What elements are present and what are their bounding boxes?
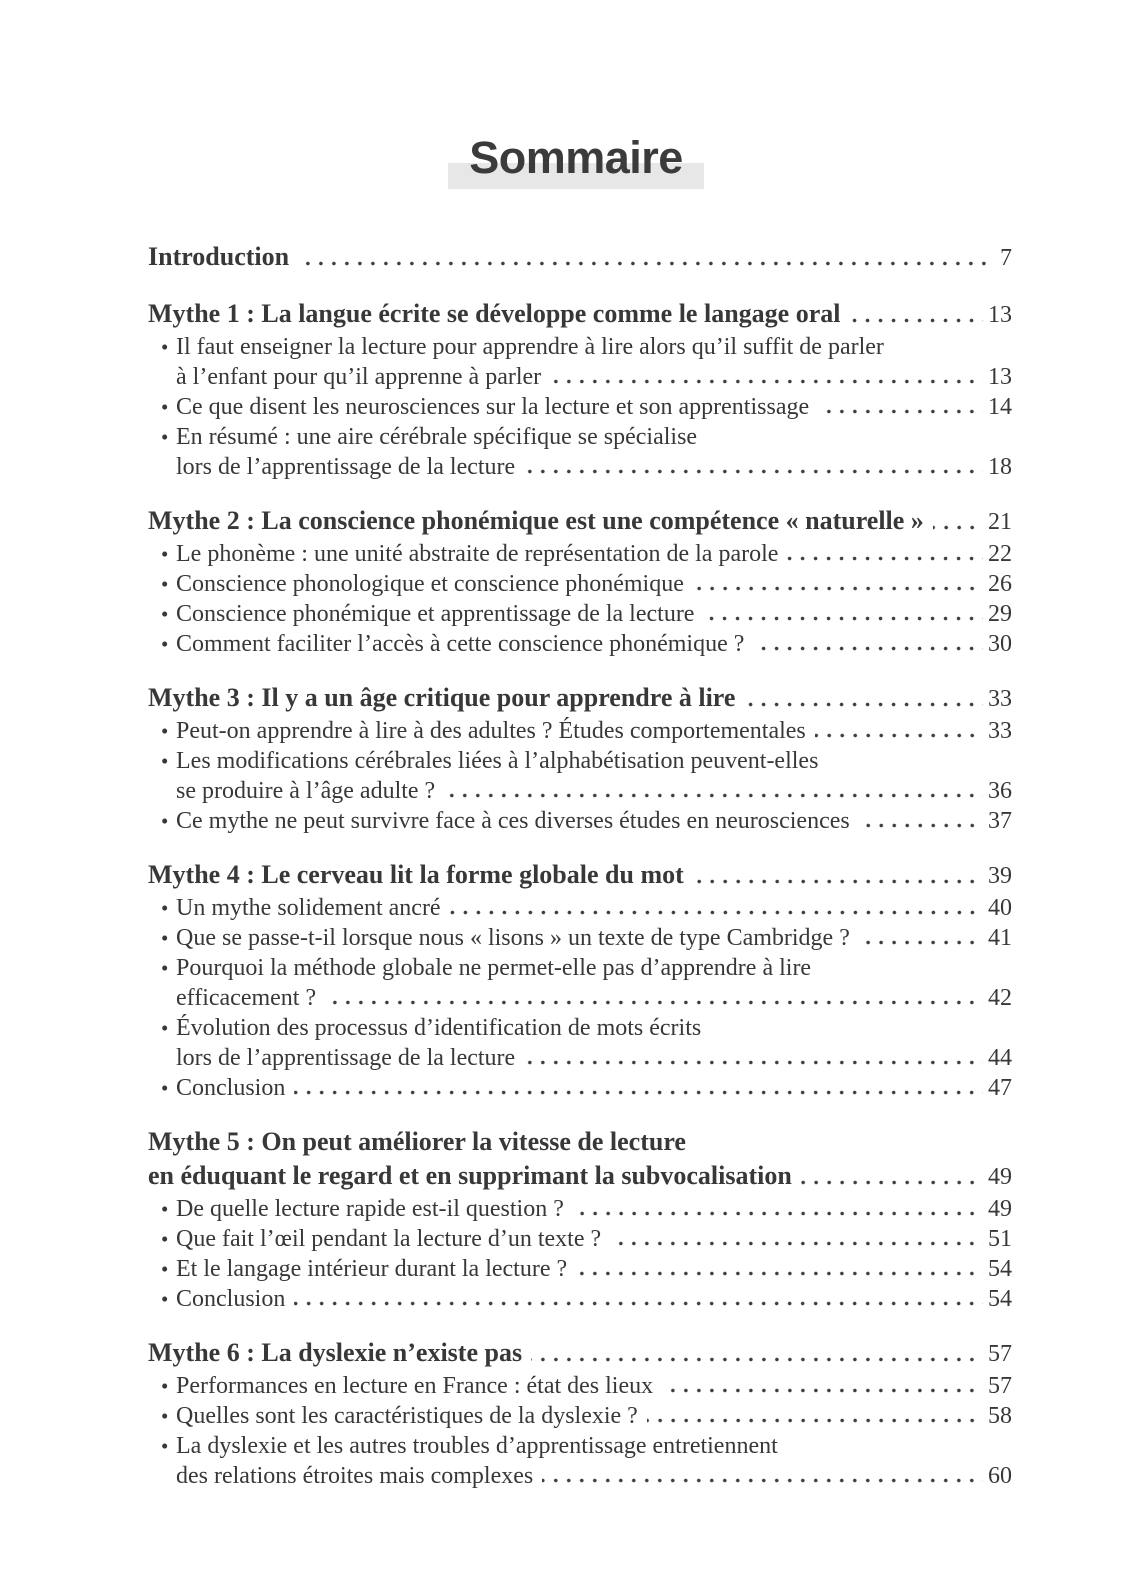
page-number: 21 <box>988 509 1012 535</box>
page-number: 13 <box>988 364 1012 390</box>
toc-entry-text: Conclusion <box>176 1286 286 1312</box>
dot-leader <box>693 586 983 591</box>
page-number: 30 <box>988 631 1012 657</box>
toc-line <box>148 1224 1012 1254</box>
toc-item-entry <box>148 1224 1012 1254</box>
dot-leader <box>294 1301 983 1306</box>
bullet-icon: • <box>161 1076 169 1100</box>
toc-line <box>148 1336 1012 1371</box>
dot-leader <box>298 261 995 266</box>
bullet-icon: • <box>161 1197 169 1221</box>
dot-leader <box>662 1388 983 1393</box>
page-number: 22 <box>988 541 1012 567</box>
toc-entry-text: De quelle lecture rapide est-il question ? <box>176 1196 564 1222</box>
toc-line <box>148 240 1012 275</box>
toc-entry-text: Ce que disent les neurosciences sur la lecture et son apprentissage <box>176 394 810 420</box>
toc-entry-text: Mythe 3 : Il y a un âge critique pour apprendre à lire <box>148 683 736 712</box>
page-number: 57 <box>988 1373 1012 1399</box>
page-number: 60 <box>988 1463 1012 1489</box>
page-number: 7 <box>1000 245 1012 271</box>
dot-leader <box>610 1241 983 1246</box>
bullet-icon: • <box>161 1374 169 1398</box>
bullet-icon: • <box>161 926 169 950</box>
dot-leader <box>531 1357 983 1362</box>
toc-entry-text: Mythe 4 : Le cerveau lit la forme globale du mot <box>148 860 684 889</box>
page-number: 14 <box>988 394 1012 420</box>
toc-item-entry <box>148 1073 1012 1103</box>
toc-line <box>148 1431 1012 1461</box>
toc-line <box>148 1043 1012 1073</box>
toc-entry-text: La dyslexie et les autres troubles d’apprentissage entretiennent <box>176 1433 778 1459</box>
toc-item-entry <box>148 953 1012 1013</box>
page-number: 39 <box>988 863 1012 889</box>
toc-entry-text: Mythe 2 : La conscience phonémique est une compétence « naturelle » <box>148 506 924 535</box>
dot-leader <box>444 793 983 798</box>
toc-line <box>148 1013 1012 1043</box>
toc-entry-text: Mythe 5 : On peut améliorer la vitesse de lecture <box>148 1127 686 1156</box>
toc-entry-text: lors de l’apprentissage de la lecture <box>176 1045 516 1071</box>
bullet-icon: • <box>161 896 169 920</box>
toc-entry-text: Quelles sont les caractéristiques de la dyslexie ? <box>176 1403 638 1429</box>
toc-line <box>148 1159 1012 1194</box>
toc-chapter-entry <box>148 858 1012 893</box>
toc-line <box>148 297 1012 332</box>
toc-entry-text: Que se passe-t-il lorsque nous « lisons » un texte de type Cambridge ? <box>176 925 850 951</box>
toc-entry-text: Comment faciliter l’accès à cette conscience phonémique ? <box>176 631 745 657</box>
dot-leader <box>524 1060 983 1065</box>
page-number: 26 <box>988 571 1012 597</box>
toc-line <box>148 1073 1012 1103</box>
bullet-icon: • <box>161 572 169 596</box>
dot-leader <box>573 1211 983 1216</box>
toc-item-entry <box>148 392 1012 422</box>
toc-item-entry <box>148 1254 1012 1284</box>
page-number: 58 <box>988 1403 1012 1429</box>
bullet-icon: • <box>161 719 169 743</box>
toc-item-entry <box>148 1194 1012 1224</box>
dot-leader <box>524 469 983 474</box>
toc-entry-text: Conclusion <box>176 1075 286 1101</box>
dot-leader <box>818 409 983 414</box>
page-number: 57 <box>988 1341 1012 1367</box>
toc-item-entry <box>148 629 1012 659</box>
page-number: 29 <box>988 601 1012 627</box>
toc-line <box>148 923 1012 953</box>
toc-list <box>148 240 1012 1491</box>
toc-line <box>148 392 1012 422</box>
dot-leader <box>325 1000 983 1005</box>
dot-leader <box>859 823 983 828</box>
dot-leader <box>703 616 983 621</box>
toc-item-entry <box>148 716 1012 746</box>
page-number: 49 <box>988 1164 1012 1190</box>
toc-item-entry <box>148 422 1012 482</box>
toc-line <box>148 332 1012 362</box>
toc-entry-text: Ce mythe ne peut survivre face à ces diverses études en neurosciences <box>176 808 850 834</box>
bullet-icon: • <box>161 395 169 419</box>
page-number: 18 <box>988 454 1012 480</box>
toc-entry-text: Le phonème : une unité abstraite de représentation de la parole <box>176 541 779 567</box>
toc-line <box>148 746 1012 776</box>
dot-leader <box>849 318 983 323</box>
toc-line <box>148 983 1012 1013</box>
toc-line <box>148 858 1012 893</box>
bullet-icon: • <box>161 809 169 833</box>
toc-line <box>148 776 1012 806</box>
page-number: 54 <box>988 1256 1012 1282</box>
bullet-icon: • <box>161 1434 169 1458</box>
page-number: 51 <box>988 1226 1012 1252</box>
toc-line <box>148 1371 1012 1401</box>
toc-entry-text: Peut-on apprendre à lire à des adultes ? Études comportementales <box>176 718 806 744</box>
bullet-icon: • <box>161 1287 169 1311</box>
toc-entry-text: en éduquant le regard et en supprimant la subvocalisation <box>148 1161 792 1190</box>
toc-line <box>148 1284 1012 1314</box>
page-number: 47 <box>988 1075 1012 1101</box>
toc-item-entry <box>148 1401 1012 1431</box>
toc-line <box>148 1254 1012 1284</box>
toc-entry-text: Mythe 6 : La dyslexie n’existe pas <box>148 1338 523 1367</box>
toc-chapter-entry <box>148 1336 1012 1371</box>
toc-entry-text: Que fait l’œil pendant la lecture d’un texte ? <box>176 1226 602 1252</box>
toc-item-entry <box>148 539 1012 569</box>
dot-leader <box>933 525 983 530</box>
page-number: 40 <box>988 895 1012 921</box>
toc-chapter-entry <box>148 504 1012 539</box>
toc-item-entry <box>148 569 1012 599</box>
toc-line <box>148 681 1012 716</box>
toc-line <box>148 1461 1012 1491</box>
bullet-icon: • <box>161 1257 169 1281</box>
toc-entry-text: Les modifications cérébrales liées à l’alphabétisation peuvent-elles <box>176 748 819 774</box>
toc-line <box>148 569 1012 599</box>
toc-line <box>148 716 1012 746</box>
toc-line <box>148 599 1012 629</box>
toc-item-entry <box>148 332 1012 392</box>
toc-line <box>148 539 1012 569</box>
bullet-icon: • <box>161 602 169 626</box>
toc-line <box>148 893 1012 923</box>
toc-line <box>148 422 1012 452</box>
page-header <box>10 132 1142 183</box>
toc-chapter-entry <box>148 297 1012 332</box>
toc-chapter-entry <box>148 240 1012 275</box>
toc-item-entry <box>148 746 1012 806</box>
page-number: 37 <box>988 808 1012 834</box>
bullet-icon: • <box>161 335 169 359</box>
toc-entry-text: des relations étroites mais complexes <box>176 1463 534 1489</box>
toc-line <box>148 1194 1012 1224</box>
toc-entry-text: Pourquoi la méthode globale ne permet-elle pas d’apprendre à lire <box>176 955 812 981</box>
dot-leader <box>542 1478 983 1483</box>
toc-entry-text: lors de l’apprentissage de la lecture <box>176 454 516 480</box>
bullet-icon: • <box>161 542 169 566</box>
toc-line <box>148 1401 1012 1431</box>
toc-entry-text: Conscience phonologique et conscience phonémique <box>176 571 684 597</box>
page-number: 44 <box>988 1045 1012 1071</box>
page-number: 42 <box>988 985 1012 1011</box>
dot-leader <box>787 556 983 561</box>
bullet-icon: • <box>161 425 169 449</box>
dot-leader <box>647 1418 983 1423</box>
toc-entry-text: Un mythe solidement ancré <box>176 895 441 921</box>
dot-leader <box>801 1180 983 1185</box>
toc-entry-text: Conscience phonémique et apprentissage de la lecture <box>176 601 695 627</box>
page-number: 13 <box>988 302 1012 328</box>
toc-entry-text: se produire à l’âge adulte ? <box>176 778 436 804</box>
page-number: 41 <box>988 925 1012 951</box>
bullet-icon: • <box>161 632 169 656</box>
toc-chapter-entry <box>148 1125 1012 1194</box>
bullet-icon: • <box>161 1016 169 1040</box>
toc-line <box>148 1125 1012 1159</box>
bullet-icon: • <box>161 956 169 980</box>
page-number: 54 <box>988 1286 1012 1312</box>
dot-leader <box>294 1090 983 1095</box>
toc-line <box>148 362 1012 392</box>
dot-leader <box>744 702 983 707</box>
page-number: 36 <box>988 778 1012 804</box>
toc-item-entry <box>148 1013 1012 1073</box>
toc-item-entry <box>148 806 1012 836</box>
toc-item-entry <box>148 1284 1012 1314</box>
toc-line <box>148 953 1012 983</box>
bullet-icon: • <box>161 1227 169 1251</box>
page-title: Sommaire <box>469 132 683 183</box>
toc-entry-text: Performances en lecture en France : état des lieux <box>176 1373 654 1399</box>
page-number: 49 <box>988 1196 1012 1222</box>
toc-item-entry <box>148 1371 1012 1401</box>
bullet-icon: • <box>161 1404 169 1428</box>
toc-entry-text: Introduction <box>148 242 290 271</box>
toc-entry-text: En résumé : une aire cérébrale spécifique se spécialise <box>176 424 698 450</box>
toc-item-entry <box>148 599 1012 629</box>
toc-entry-text: Il faut enseigner la lecture pour apprendre à lire alors qu’il suffit de parler <box>176 334 884 360</box>
toc-entry-text: efficacement ? <box>176 985 317 1011</box>
dot-leader <box>550 379 983 384</box>
dot-leader <box>450 910 983 915</box>
toc-line <box>148 629 1012 659</box>
toc-item-entry <box>148 893 1012 923</box>
toc-item-entry <box>148 1431 1012 1491</box>
page-number: 33 <box>988 686 1012 712</box>
bullet-icon: • <box>161 749 169 773</box>
toc-entry-text: Évolution des processus d’identification de mots écrits <box>176 1015 702 1041</box>
toc-line <box>148 504 1012 539</box>
toc-line <box>148 452 1012 482</box>
toc-item-entry <box>148 923 1012 953</box>
dot-leader <box>693 879 983 884</box>
toc-line <box>148 806 1012 836</box>
toc-entry-text: à l’enfant pour qu’il apprenne à parler <box>176 364 542 390</box>
dot-leader <box>815 733 983 738</box>
toc-chapter-entry <box>148 681 1012 716</box>
dot-leader <box>576 1271 983 1276</box>
page-number: 33 <box>988 718 1012 744</box>
dot-leader <box>753 646 983 651</box>
dot-leader <box>859 940 983 945</box>
toc-entry-text: Mythe 1 : La langue écrite se développe comme le langage oral <box>148 299 841 328</box>
toc-entry-text: Et le langage intérieur durant la lecture ? <box>176 1256 568 1282</box>
